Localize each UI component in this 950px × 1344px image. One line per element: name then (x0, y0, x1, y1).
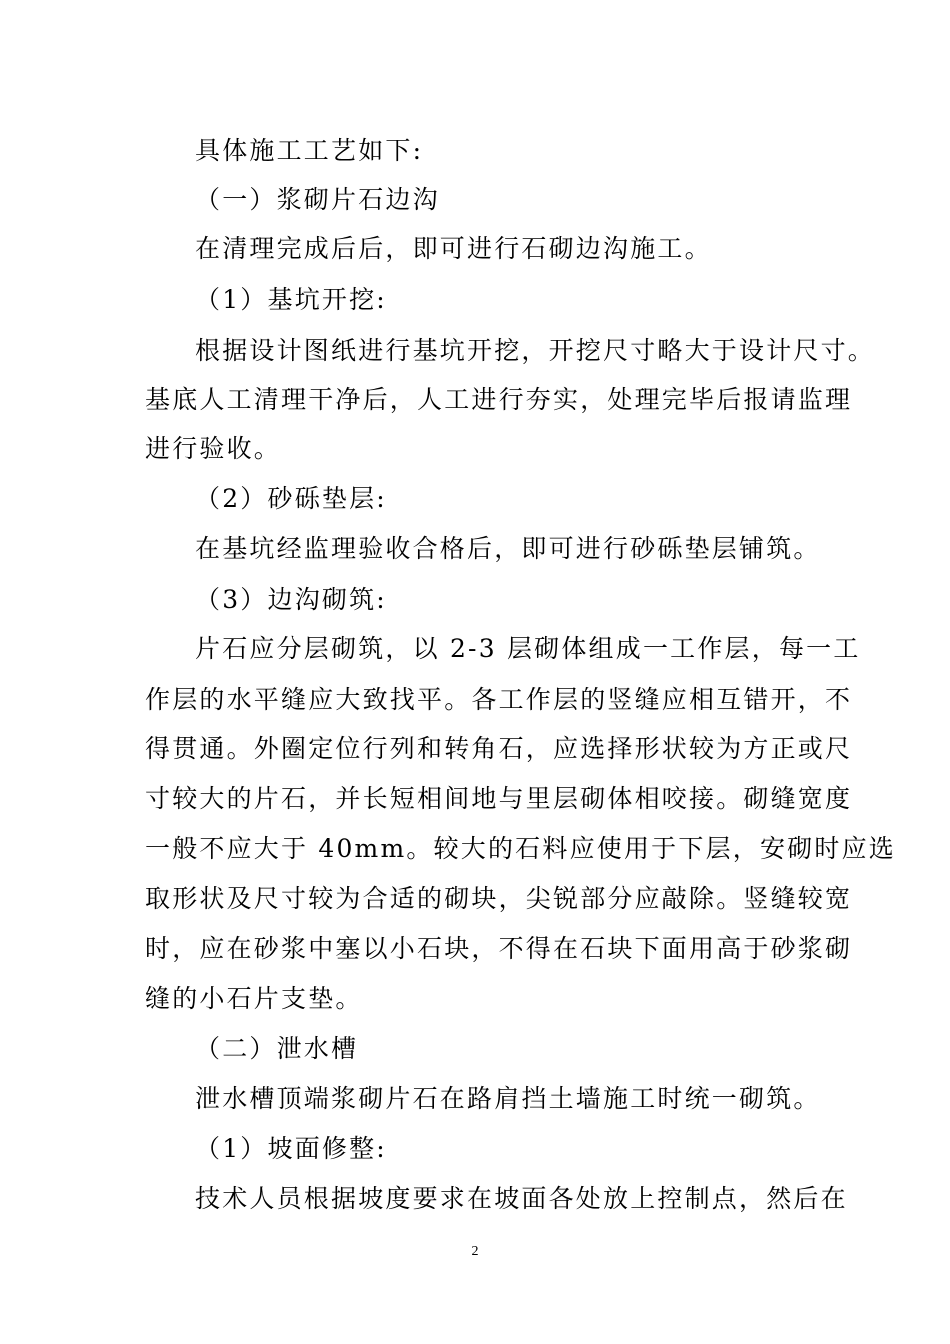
section-heading-2: （二）泄水槽 (195, 1034, 359, 1063)
text-line-1: 具体施工工艺如下: (195, 136, 424, 165)
section-heading-1: （一）浆砌片石边沟 (195, 185, 440, 214)
text-line-17: 时，应在砂浆中塞以小石块，不得在石块下面用高于砂浆砌 (145, 934, 853, 963)
text-line-18: 缝的小石片支垫。 (145, 984, 363, 1013)
text-line-6: 基底人工清理干净后，人工进行夯实，处理完毕后报请监理 (145, 385, 853, 414)
text-line-22: 技术人员根据坡度要求在坡面各处放上控制点，然后在 (195, 1184, 848, 1213)
subheading-4: （1）坡面修整: (195, 1134, 387, 1163)
text-line-20: 泄水槽顶端浆砌片石在路肩挡土墙施工时统一砌筑。 (195, 1084, 821, 1113)
page-number: 2 (471, 1244, 479, 1259)
text-line-12: 作层的水平缝应大致找平。各工作层的竖缝应相互错开，不 (145, 685, 853, 714)
text-line-5: 根据设计图纸进行基坑开挖，开挖尺寸略大于设计尺寸。 (195, 336, 876, 365)
subheading-2: （2）砂砾垫层: (195, 484, 387, 513)
text-line-14: 寸较大的片石，并长短相间地与里层砌体相咬接。砌缝宽度 (145, 784, 853, 813)
text-line-7: 进行验收。 (145, 434, 282, 463)
text-line-15: 一般不应大于 40mm。较大的石料应使用于下层，安砌时应选 (145, 834, 896, 863)
text-line-16: 取形状及尺寸较为合适的砌块，尖锐部分应敲除。竖缝较宽 (145, 884, 853, 913)
subheading-3: （3）边沟砌筑: (195, 585, 387, 614)
text-line-9: 在基坑经监理验收合格后，即可进行砂砾垫层铺筑。 (195, 534, 821, 563)
text-line-11: 片石应分层砌筑，以 2-3 层砌体组成一工作层，每一工 (195, 634, 861, 663)
text-line-13: 得贯通。外圈定位行列和转角石，应选择形状较为方正或尺 (145, 734, 853, 763)
text-line-3: 在清理完成后后，即可进行石砌边沟施工。 (195, 234, 712, 263)
subheading-1: （1）基坑开挖: (195, 285, 387, 314)
